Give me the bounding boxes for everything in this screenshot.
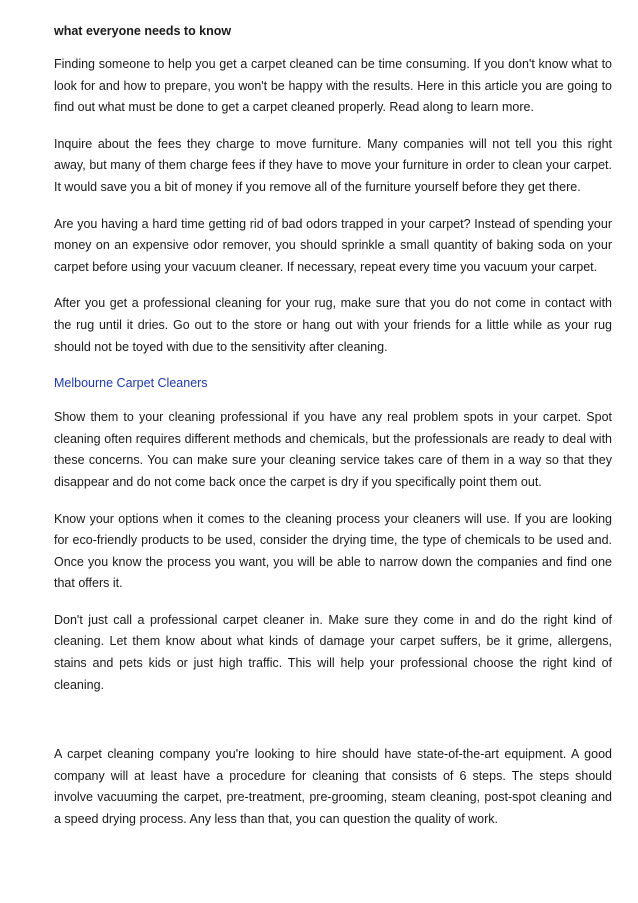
paragraph-intro: Finding someone to help you get a carpet cleaned can be time consuming. If you don't know what to look for and how to prepare, you won't be happy with the results. Here in this article you are going to find out what must be done to get a carpet cleaned properly. Read along to learn more. xyxy=(54,57,612,115)
paragraph-fees: Inquire about the fees they charge to move furniture. Many companies will not tell you this right away, but many of them charge fees if they have to move your furniture in order to clean your carpet. It would save you a bit of money if you remove all of the furniture yourself before they get there. xyxy=(54,136,612,194)
paragraph-options: Know your options when it comes to the cleaning process your cleaners will use. If you are looking for eco-friendly products to be used, consider the drying time, the type of chemicals to be used and. Once you know the process you want, you will be able to narrow down the companies and find one that offers it. xyxy=(54,511,612,591)
document-page xyxy=(54,21,612,846)
paragraph-odors: Are you having a hard time getting rid of bad odors trapped in your carpet? Instead of spending your money on an expensive odor remover, you should sprinkle a small quantity of baking soda on your carpet before using your vacuum cleaner. If necessary, repeat every time you vacuum your carpet. xyxy=(54,216,612,274)
paragraph-problem-spots: Show them to your cleaning professional if you have any real problem spots in your carpet. Spot cleaning often requires different methods and chemicals, but the professionals are ready to deal with these concerns. You can make sure your cleaning service takes care of them in a way so that they disappear and do not come back once the carpet is dry if you specifically point them out. xyxy=(54,410,612,489)
paragraph-after-cleaning: After you get a professional cleaning for your rug, make sure that you do not come in contact with the rug until it dries. Go out to the store or hang out with your friends for a little while as your rug should not be toyed with due to the sensitivity after cleaning. xyxy=(54,296,612,354)
link-container xyxy=(54,373,612,393)
melbourne-carpet-cleaners-link[interactable]: Melbourne Carpet Cleaners xyxy=(54,376,208,391)
paragraph-equipment: A carpet cleaning company you're looking to hire should have state-of-the-art equipment. A good company will at least have a procedure for cleaning that consists of 6 steps. The steps should involve vacuuming the carpet, pre-treatment, pre-grooming, steam cleaning, post-spot cleaning and a speed drying process. Any less than that, you can question the quality of work. xyxy=(54,747,612,827)
document-title: what everyone needs to know xyxy=(54,24,232,38)
blank-space xyxy=(54,711,612,744)
paragraph-dont-just-call: Don't just call a professional carpet cleaner in. Make sure they come in and do the right kind of cleaning. Let them know about what kinds of damage your carpet suffers, be it grime, allergens, stains and pets kids or just high traffic. This will help your professional choose the right kind of cleaning. xyxy=(54,612,612,692)
